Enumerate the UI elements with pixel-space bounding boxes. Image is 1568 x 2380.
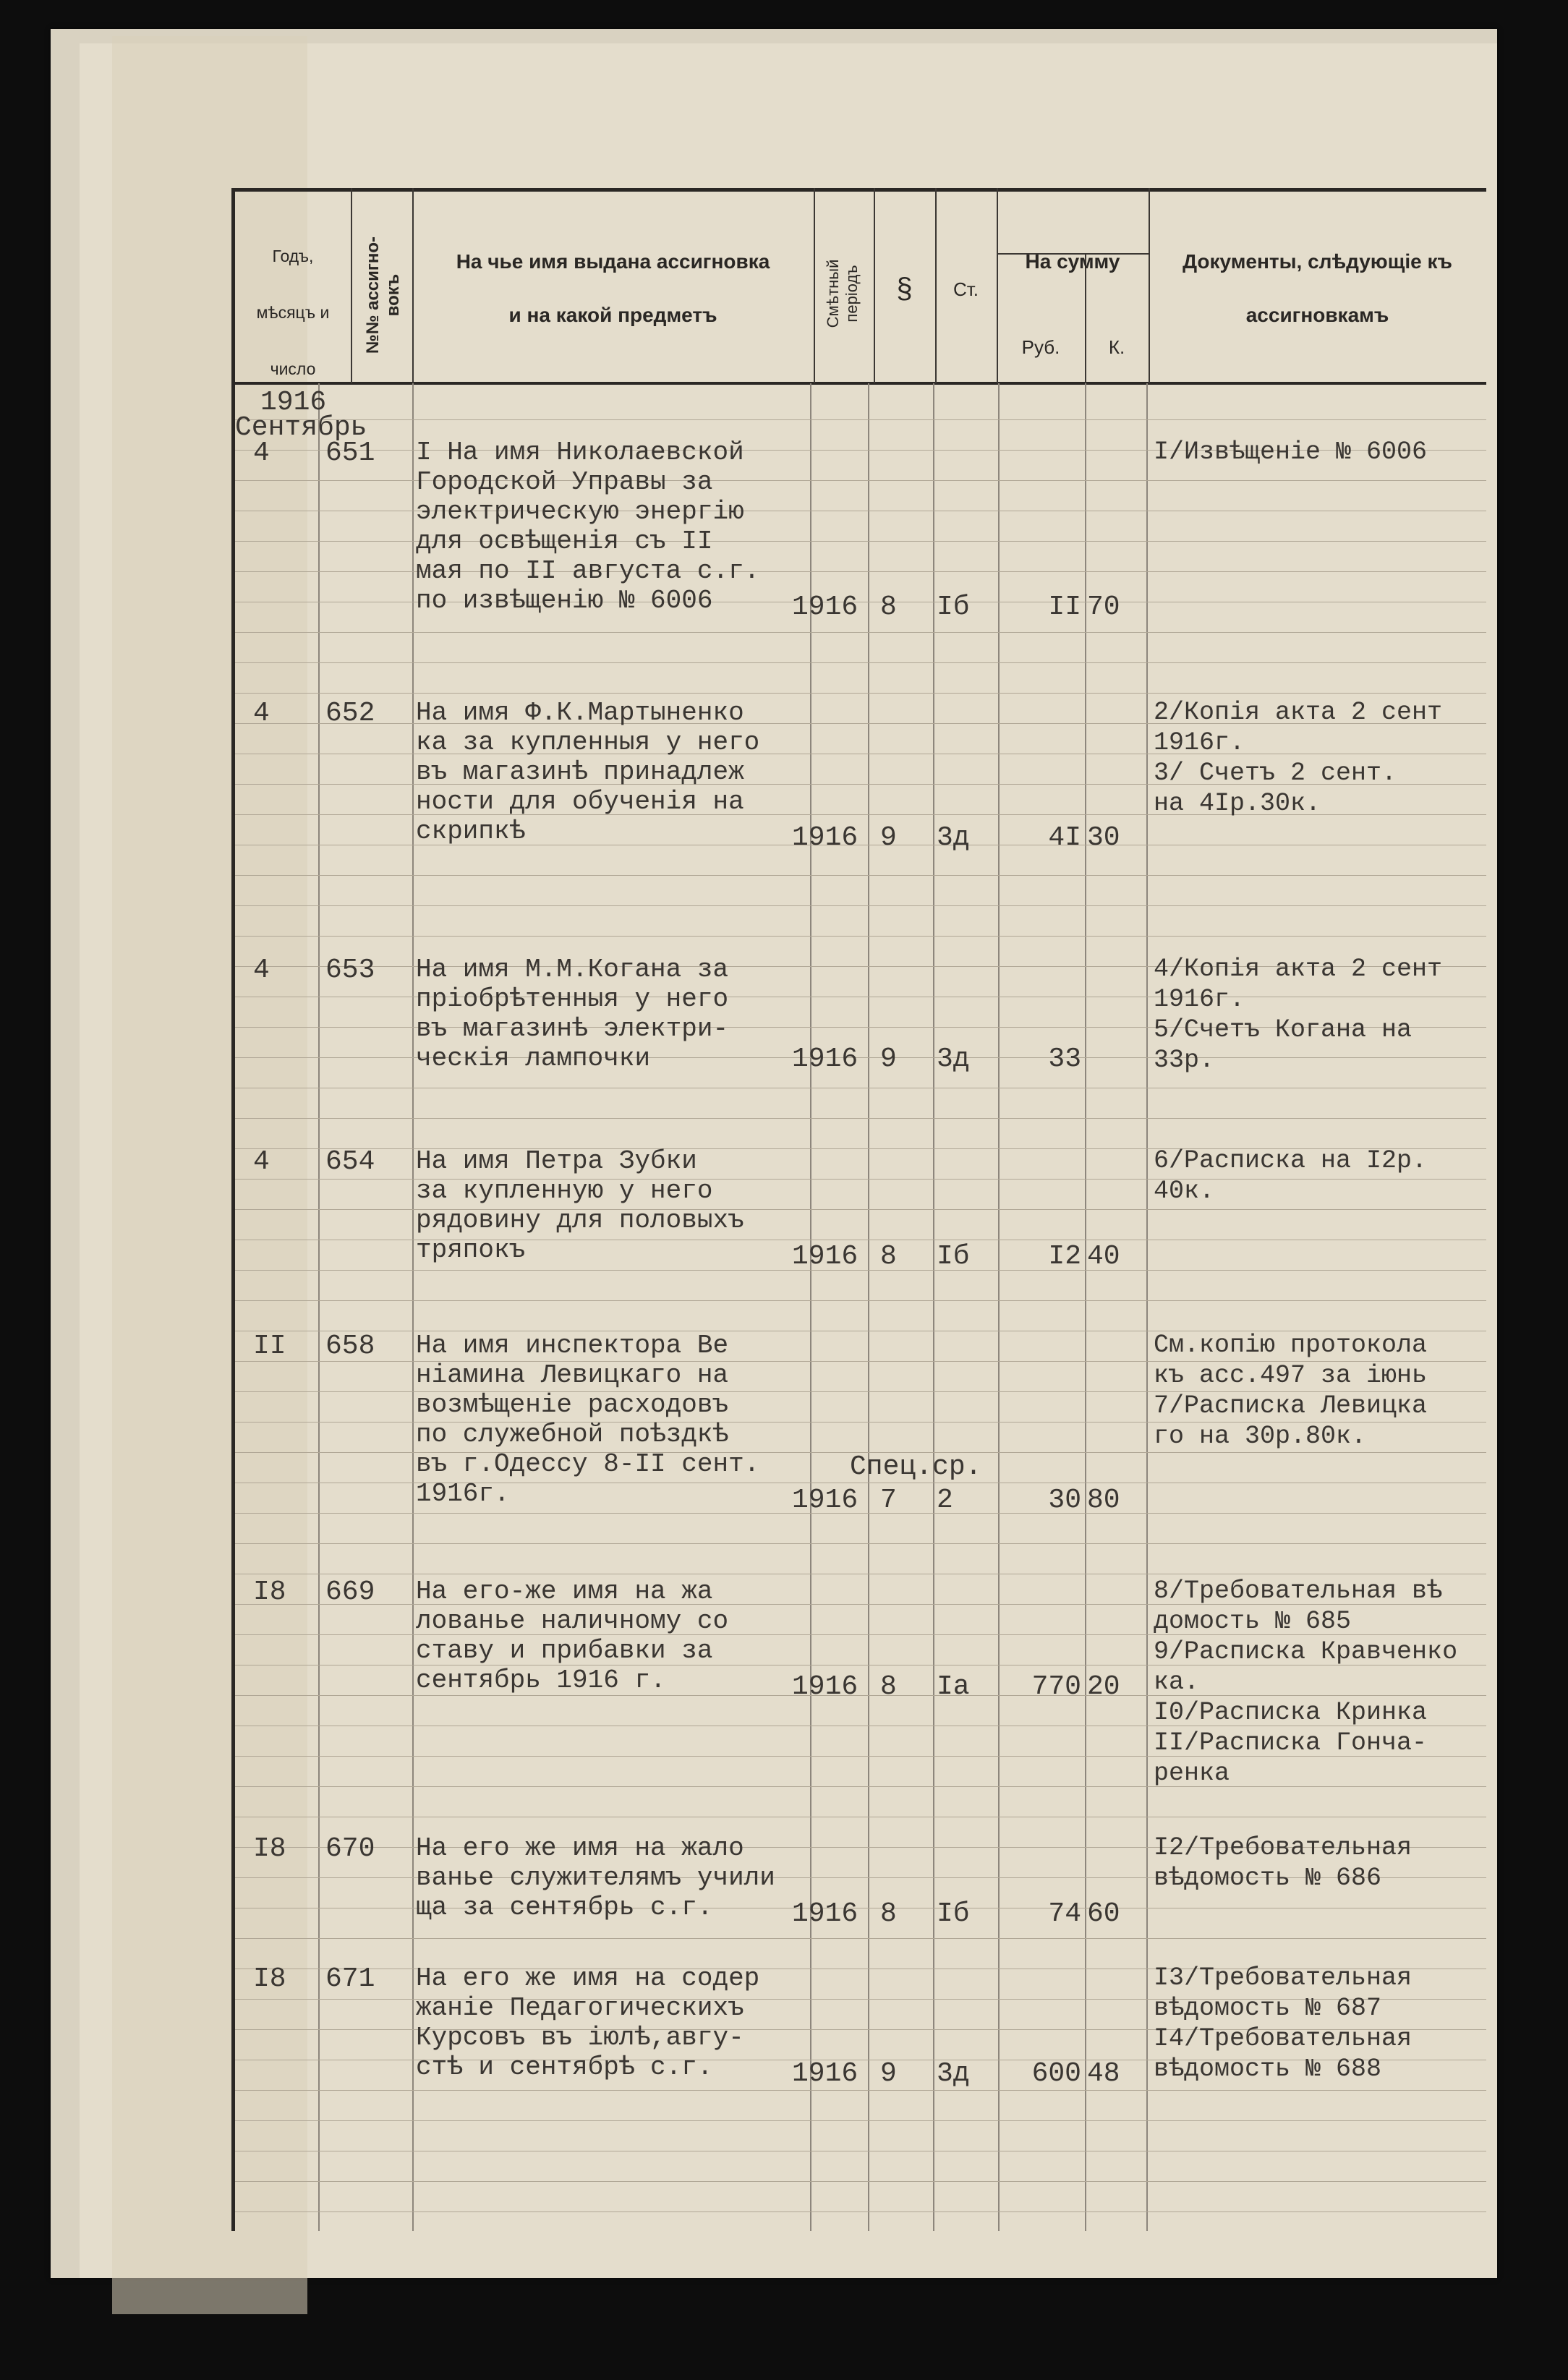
- col-line: [351, 188, 352, 383]
- entry-rub: 74: [1048, 1898, 1081, 1929]
- entry-doc-line: ка.: [1154, 1668, 1200, 1697]
- entry-doc-line: 2/Копія акта 2 сент: [1154, 698, 1443, 727]
- entry-number: 670: [325, 1833, 375, 1864]
- entry-subject-line: въ г.Одессу 8-II сент.: [416, 1449, 760, 1479]
- entry-doc-line: вѣдомость № 686: [1154, 1864, 1382, 1893]
- entry-article: 3д: [937, 2058, 970, 2089]
- ruled-line: [235, 693, 1486, 694]
- entry-doc-line: 1916г.: [1154, 728, 1245, 757]
- entry-rub: 30: [1048, 1485, 1081, 1516]
- entry-number: 658: [325, 1331, 375, 1362]
- entry-subject-line: 1916г.: [416, 1479, 510, 1509]
- header-docs-line: ассигновкамъ: [1245, 303, 1389, 326]
- entry-subject-line: тряпокъ: [416, 1235, 526, 1265]
- entry-rub: 33: [1048, 1044, 1081, 1075]
- ruled-line: [235, 1786, 1486, 1787]
- entry-subject-line: На имя Петра Зубки: [416, 1146, 697, 1176]
- ledger-table: [231, 188, 1486, 2231]
- entry-period: 1916: [792, 1044, 858, 1075]
- entry-kop: 20: [1087, 1671, 1120, 1702]
- entry-subject-line: I На имя Николаевской: [416, 438, 744, 467]
- col-line: [1146, 383, 1148, 2231]
- entry-subject-line: ставу и прибавки за: [416, 1636, 713, 1665]
- entry-number: 653: [325, 955, 375, 986]
- ruled-line: [235, 1938, 1486, 1939]
- entry-subject-line: Городской Управы за: [416, 467, 713, 497]
- ruled-line: [235, 1513, 1486, 1514]
- entry-article: 2: [937, 1485, 953, 1516]
- entry-doc-line: 6/Расписка на I2р.: [1154, 1146, 1428, 1175]
- col-line: [810, 383, 811, 2231]
- entry-period: 1916: [792, 592, 858, 623]
- entry-paragraph: 7: [880, 1485, 897, 1516]
- entry-kop: 30: [1087, 822, 1120, 853]
- entry-subject-line: за купленную у него: [416, 1176, 713, 1206]
- entry-subject-line: скрипкѣ: [416, 816, 526, 846]
- entry-day: 4: [253, 955, 270, 986]
- entry-paragraph: 8: [880, 1241, 897, 1272]
- entry-subject-line: На имя М.М.Когана за: [416, 955, 729, 984]
- entry-rub: 600: [1031, 2058, 1081, 2089]
- header-subject-line: На чье имя выдана ассигновка: [456, 250, 770, 273]
- entry-period: 1916: [792, 822, 858, 853]
- entry-doc-line: 8/Требовательная вѣ: [1154, 1577, 1443, 1605]
- entry-subject-line: возмѣщеніе расходовъ: [416, 1390, 729, 1420]
- entry-paragraph: 9: [880, 1044, 897, 1075]
- entry-subject-line: ніамина Левицкаго на: [416, 1360, 729, 1390]
- ruled-line: [235, 2211, 1486, 2212]
- header-subject-line: и на какой предметъ: [508, 303, 717, 326]
- entry-subject-line: На его же имя на содер: [416, 1963, 760, 1993]
- entry-doc-line: 7/Расписка Левицка: [1154, 1391, 1428, 1420]
- entry-doc-line: 3/ Счетъ 2 сент.: [1154, 759, 1397, 788]
- header-date-line: Годъ,: [272, 247, 314, 265]
- header-number-line: вокъ: [383, 273, 403, 317]
- entry-period: 1916: [792, 1898, 858, 1929]
- entry-subject-line: На его-же имя на жа: [416, 1577, 713, 1606]
- entry-day: I8: [253, 1577, 286, 1608]
- header-sum: На сумму: [1025, 250, 1120, 273]
- entry-doc-line: вѣдомость № 687: [1154, 1994, 1382, 2023]
- entry-kop: 40: [1087, 1241, 1120, 1272]
- entry-doc-line: I3/Требовательная: [1154, 1963, 1413, 1992]
- month-heading: Сентябрь: [235, 412, 367, 443]
- entry-rub: 4I: [1048, 822, 1081, 853]
- entry-subject-line: ности для обученія на: [416, 787, 744, 816]
- entry-subject-line: лованье наличному со: [416, 1606, 729, 1636]
- entry-subject-line: для освѣщенія съ II: [416, 526, 713, 556]
- entry-paragraph: 8: [880, 592, 897, 623]
- entry-paragraph: 8: [880, 1898, 897, 1929]
- entry-subject-line: ческія лампочки: [416, 1044, 651, 1073]
- ruled-line: [235, 1118, 1486, 1119]
- ruled-line: [235, 1300, 1486, 1301]
- header-period: [824, 221, 861, 366]
- header-date-line: мѣсяцъ и: [256, 303, 330, 322]
- entry-day: I8: [253, 1833, 286, 1864]
- entry-article: Iа: [937, 1671, 970, 1702]
- entry-article: Iб: [937, 1241, 970, 1272]
- entry-day: 4: [253, 438, 270, 469]
- header-period-line: Смѣтный: [824, 259, 842, 328]
- entry-doc-line: го на 30р.80к.: [1154, 1422, 1367, 1451]
- ruled-line: [235, 1270, 1486, 1271]
- entry-subject-line: сентябрь 1916 г.: [416, 1665, 666, 1695]
- ruled-line: [235, 905, 1486, 906]
- entry-article: 3д: [937, 822, 970, 853]
- entry-article: Iб: [937, 1898, 970, 1929]
- entry-doc-line: 33р.: [1154, 1046, 1215, 1075]
- header-number: [363, 223, 404, 367]
- col-line: [1085, 383, 1086, 2231]
- ruled-line: [235, 936, 1486, 937]
- entry-doc-line: См.копію протокола: [1154, 1331, 1428, 1360]
- table-top-border: [231, 188, 1486, 192]
- ruled-line: [235, 2181, 1486, 2182]
- entry-doc-line: къ асс.497 за іюнь: [1154, 1361, 1428, 1390]
- header-date-line: число: [270, 359, 316, 378]
- entry-subject-line: На его же имя на жало: [416, 1833, 744, 1863]
- entry-kop: 70: [1087, 592, 1120, 623]
- entry-day: 4: [253, 698, 270, 729]
- entry-article: Iб: [937, 592, 970, 623]
- ruled-line: [235, 2090, 1486, 2091]
- entry-paragraph: 9: [880, 2058, 897, 2089]
- entry-day: I8: [253, 1963, 286, 1995]
- entry-article: 3д: [937, 1044, 970, 1075]
- ruled-line: [235, 1695, 1486, 1696]
- entry-doc-line: I0/Расписка Кринка: [1154, 1698, 1428, 1727]
- entry-number: 652: [325, 698, 375, 729]
- entry-number: 651: [325, 438, 375, 469]
- entry-subject-line: На имя инспектора Ве: [416, 1331, 729, 1360]
- entry-doc-line: 1916г.: [1154, 985, 1245, 1014]
- entry-doc-line: I4/Требовательная: [1154, 2024, 1413, 2053]
- entry-doc-line: 5/Счетъ Когана на: [1154, 1015, 1413, 1044]
- ruled-line: [235, 1543, 1486, 1544]
- header-subject: [412, 249, 814, 327]
- entry-kop: 80: [1087, 1485, 1120, 1516]
- entry-doc-line: вѣдомость № 688: [1154, 2055, 1382, 2083]
- entry-period: 1916: [792, 1485, 858, 1516]
- entry-subject-line: стѣ и сентябрѣ с.г.: [416, 2052, 713, 2082]
- entry-doc-line: II/Расписка Гонча-: [1154, 1728, 1428, 1757]
- entry-number: 654: [325, 1146, 375, 1177]
- entry-doc-line: на 4Iр.30к.: [1154, 789, 1321, 818]
- entry-subject-line: На имя Ф.К.Мартыненко: [416, 698, 744, 728]
- entry-day: II: [253, 1331, 286, 1362]
- entry-subject-line: рядовину для половыхъ: [416, 1206, 744, 1235]
- entry-note: Спец.ср.: [850, 1451, 982, 1483]
- ruled-line: [235, 2120, 1486, 2121]
- entry-rub: 770: [1031, 1671, 1081, 1702]
- col-line: [318, 383, 320, 2231]
- entry-subject-line: ка за купленныя у него: [416, 728, 760, 757]
- entry-subject-line: ванье служителямъ учили: [416, 1863, 775, 1893]
- header-date: [235, 228, 351, 397]
- entry-kop: 48: [1087, 2058, 1120, 2089]
- entry-subject-line: жаніе Педагогическихъ: [416, 1993, 744, 2023]
- entry-period: 1916: [792, 1241, 858, 1272]
- entry-doc-line: 9/Расписка Кравченко: [1154, 1637, 1458, 1666]
- ruled-line: [235, 632, 1486, 633]
- header-docs: [1149, 249, 1486, 327]
- entry-paragraph: 9: [880, 822, 897, 853]
- entry-number: 671: [325, 1963, 375, 1995]
- col-line: [933, 383, 934, 2231]
- col-line: [412, 383, 414, 2231]
- year-heading: 1916: [260, 387, 327, 418]
- ruled-line: [235, 419, 1486, 420]
- header-docs-line: Документы, слѣдующіе къ: [1183, 250, 1452, 273]
- entry-period: 1916: [792, 1671, 858, 1702]
- entry-subject-line: по служебной поѣздкѣ: [416, 1420, 729, 1449]
- entry-subject-line: въ магазинѣ принадлеж: [416, 757, 744, 787]
- entry-subject-line: мая по II августа с.г.: [416, 556, 760, 586]
- entry-subject-line: электрическую энергію: [416, 497, 744, 526]
- entry-paragraph: 8: [880, 1671, 897, 1702]
- entry-subject-line: пріобрѣтенныя у него: [416, 984, 729, 1014]
- ruled-line: [235, 875, 1486, 876]
- entry-rub: I2: [1048, 1241, 1081, 1272]
- entry-number: 669: [325, 1577, 375, 1608]
- entry-doc-line: домость № 685: [1154, 1607, 1352, 1636]
- col-line: [868, 383, 869, 2231]
- col-line: [814, 188, 815, 383]
- entry-rub: II: [1048, 592, 1081, 623]
- ruled-line: [235, 662, 1486, 663]
- entry-subject-line: ща за сентябрь с.г.: [416, 1893, 713, 1922]
- col-line: [998, 383, 1000, 2231]
- entry-subject-line: въ магазинѣ электри-: [416, 1014, 729, 1044]
- entry-doc-line: I/Извѣщеніе № 6006: [1154, 438, 1428, 466]
- header-paragraph: §: [896, 273, 913, 304]
- entry-doc-line: ренка: [1154, 1759, 1230, 1788]
- entry-subject-line: Курсовъ въ іюлѣ,авгу-: [416, 2023, 744, 2052]
- entry-kop: 60: [1087, 1898, 1120, 1929]
- entry-doc-line: 40к.: [1154, 1177, 1215, 1206]
- header-number-line: №№ ассигно-: [363, 236, 383, 354]
- header-kop: К.: [1108, 336, 1125, 358]
- entry-doc-line: 4/Копія акта 2 сент: [1154, 955, 1443, 984]
- entry-period: 1916: [792, 2058, 858, 2089]
- header-bottom-border: [231, 382, 1486, 385]
- entry-doc-line: I2/Требовательная: [1154, 1833, 1413, 1862]
- header-period-line: періодъ: [843, 265, 861, 323]
- header-rub: Руб.: [1021, 336, 1060, 358]
- entry-subject-line: по извѣщенію № 6006: [416, 586, 713, 615]
- entry-day: 4: [253, 1146, 270, 1177]
- header-article: Ст.: [953, 278, 979, 300]
